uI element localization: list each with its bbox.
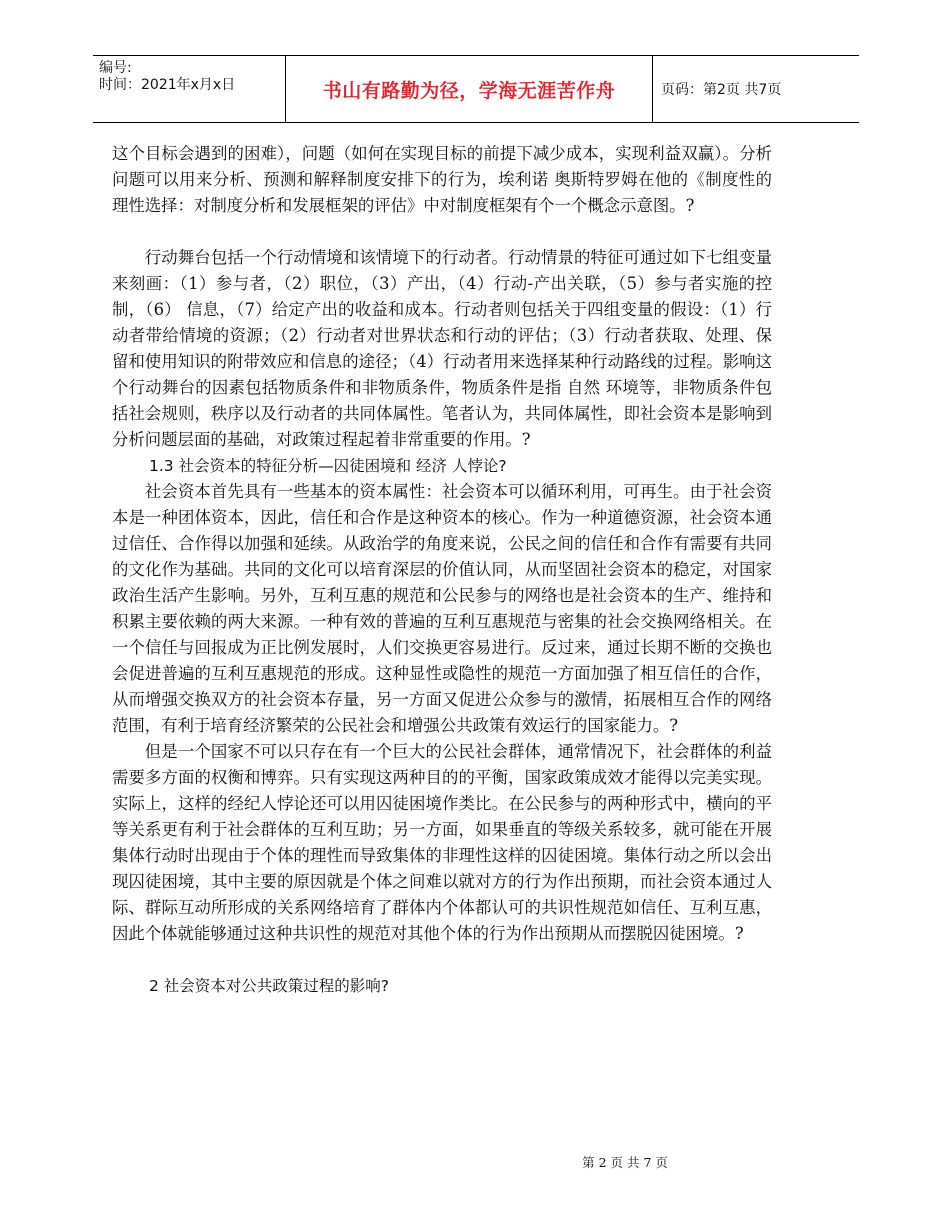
paragraph-social-capital: 社会资本首先具有一些基本的资本属性：社会资本可以循环利用，可再生。由于社会资本是一种团体资本，因此，信任和合作是这种资本的核心。作为一种道德资源，社会资本通过信任、合作得以加强和延续。从政治学的角度来说，公民之间的信任和合作有需要有共同的文化作为基础。共同的文化可以培育深层的价值认同，从而坚固社会资本的稳定，对国家政治生活产生影响。另外，互利互惠的规范和公民参与的网络也是社会资本的生产、维持和积累主要依赖的两大来源。一种有效的普遍的互利互惠规范与密集的社会交换网络相关。在一个信任与回报成为正比例发展时，人们交换更容易进行。反过来，通过长期不断的交换也会促进普遍的互利互惠规范的形成。这种显性或隐性的规范一方面加强了相互信任的合作，从而增强交换双方的社会资本存量，另一方面又促进公众参与的激情，拓展相互合作的网络范围，有利于培育经济繁荣的公民社会和增强公共政策有效运行的国家能力。? xyxy=(112,482,772,735)
paragraph-action-arena: 行动舞台包括一个行动情境和该情境下的行动者。行动情景的特征可通过如下七组变量来刻画：（1）参与者，（2）职位，（3）产出，（4）行动-产出关联，（5）参与者实施的控制，（6） 信息，（7）给定产出的收益和成本。行动者则包括关于四组变量的假设：（1）行动者带给情境的资源；（2）行动者对世界状态和行动的评估；（3）行动者获取、处理、保留和使用知识的附带效应和信息的途径；（4）行动者用来选择某种行动路线的过程。影响这个行动舞台的因素包括物质条件和非物质条件，物质条件是指 自然 环境等，非物质条件包括社会规则，秩序以及行动者的共同体属性。笔者认为，共同体属性，即社会资本是影响到分析问题层面的基础，对政策过程起着非常重要的作用。? xyxy=(112,248,772,449)
paragraph-prisoners-dilemma: 但是一个国家不可以只存在有一个巨大的公民社会群体，通常情况下，社会群体的利益需要多方面的权衡和博弈。只有实现这两种目的的平衡，国家政策成效才能得以完美实现。实际上，这样的经纪人悖论还可以用囚徒困境作类比。在公民参与的两种形式中，横向的平等关系更有利于社会群体的互利互助；另一方面，如果垂直的等级关系较多，就可能在开展集体行动时出现由于个体的理性而导致集体的非理性这样的囚徒困境。集体行动之所以会出现囚徒困境，其中主要的原因就是个体之间难以就对方的行为作出预期，而社会资本通过人际、群际互动所形成的关系网络培育了群体内个体都认可的共识性规范如信任、互利互惠，因此个体就能够通过这种共识性的规范对其他个体的行为作出预期从而摆脱囚徒困境。? xyxy=(112,742,772,943)
document-body xyxy=(112,141,772,999)
page-info: 页码：第2页 共7页 xyxy=(661,82,782,98)
header-meta xyxy=(93,56,285,122)
paragraph-gap xyxy=(112,947,772,973)
paragraph-gap xyxy=(112,219,772,245)
motto-text: 书山有路勤为径，学海无涯苦作舟 xyxy=(322,80,616,102)
page-header xyxy=(93,55,859,123)
header-motto-cell xyxy=(285,56,653,122)
page-footer: 第 2 页 共 7 页 xyxy=(582,1155,668,1170)
section-heading-2: 2 社会资本对公共政策过程的影响? xyxy=(149,977,390,995)
number-label: 编号: xyxy=(99,60,132,76)
section-heading-1-3: 1.3 社会资本的特征分析—囚徒困境和 经济 人悖论? xyxy=(149,457,507,475)
time-label: 时间：2021年x月x日 xyxy=(99,77,236,93)
paragraph-intro: 这个目标会遇到的困难），问题（如何在实现目标的前提下减少成本，实现利益双赢）。分析问题可以用来分析、预测和解释制度安排下的行为，埃利诺 奥斯特罗姆在他的《制度性的理性选择：对制度分析和发展框架的评估》中对制度框架有个一个概念示意图。? xyxy=(112,144,772,215)
